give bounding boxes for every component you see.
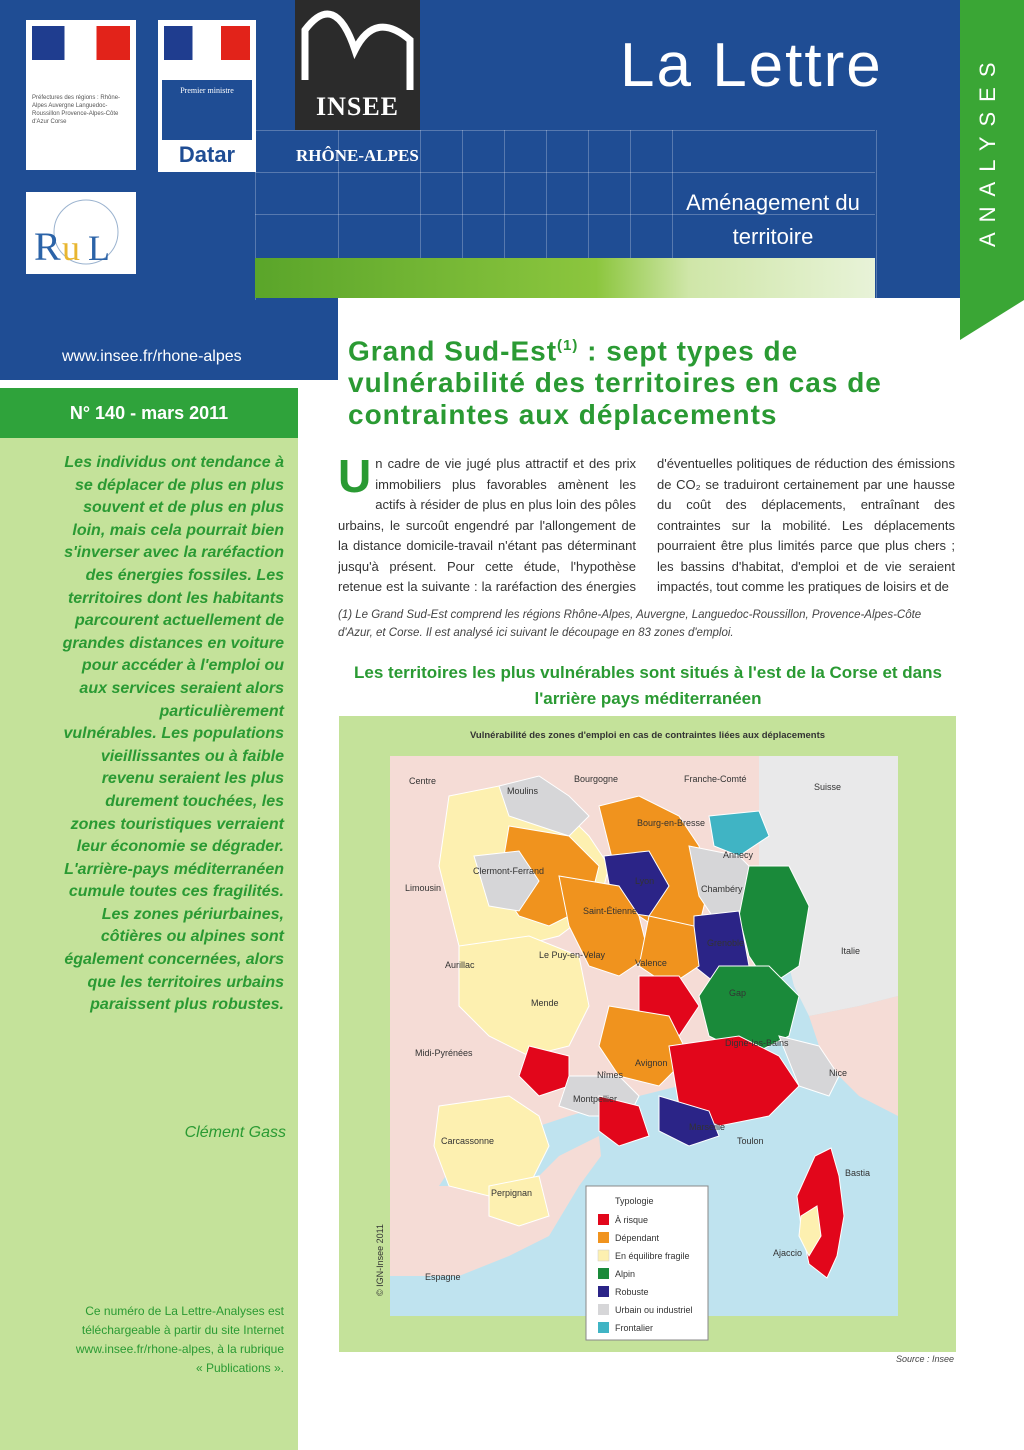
region-label: RHÔNE-ALPES [296, 146, 419, 165]
issue-number: N° 140 - mars 2011 [0, 388, 298, 438]
legend-label: Dépendant [615, 1233, 660, 1243]
legend-swatch [598, 1322, 609, 1333]
body-text-1: n cadre de vie jugé plus attractif et des prix immobiliers plus favorables amènent les actifs à résider de plus en plus loin des pôles urbains, le surcoût engendré par l'allongement de la distance domicile-travail n'étant pas déterminant jusqu'à présent. Pour cette étude, l'hypothèse retenue est la suivante : la raréfaction des énergies [338, 456, 636, 594]
city-label: Nice [829, 1068, 848, 1078]
datar-wordmark: Datar [178, 142, 236, 167]
legend-label: Frontalier [615, 1323, 654, 1333]
legend-label: En équilibre fragile [615, 1251, 690, 1261]
rul-logo [26, 192, 136, 274]
map-title: Vulnérabilité des zones d'emploi en cas de contraintes liées aux déplacements [469, 730, 826, 741]
city-label: Avignon [635, 1058, 668, 1068]
map-source: Source : Insee [895, 1354, 954, 1364]
website-link[interactable]: www.insee.fr/rhone-alpes [62, 348, 242, 365]
series-label: ANALYSES [975, 52, 1000, 248]
legend-swatch [598, 1214, 609, 1225]
city-label: Bastia [845, 1168, 871, 1178]
legend-swatch [598, 1268, 609, 1279]
svg-text:L: L [88, 228, 110, 268]
title-footnote-ref: (1) [557, 337, 579, 354]
map-heading: Les territoires les plus vulnérables sont situés à l'est de la Corse et dans l'arrière pays méditerranéen [354, 663, 942, 708]
city-label: Saint-Étienne [583, 906, 638, 916]
city-label: Ajaccio [773, 1248, 803, 1258]
grid-line [876, 130, 877, 300]
publication-title: La Lettre [620, 31, 883, 100]
legend-label: Alpin [615, 1269, 636, 1279]
map-figure [339, 716, 956, 1352]
legend-title: Typologie [615, 1196, 654, 1206]
drop-cap: U [338, 454, 372, 502]
legend-swatch [598, 1304, 609, 1315]
neighbor-label: Centre [409, 776, 437, 786]
map-svg [339, 716, 956, 1352]
legend-swatch [598, 1286, 609, 1297]
neighbor-label: Franche-Comté [684, 774, 747, 784]
city-label: Aurillac [445, 960, 475, 970]
city-label: Digne-les-Bains [725, 1038, 789, 1048]
svg-text:R: R [34, 224, 61, 269]
insee-logo [295, 0, 420, 130]
map-legend [586, 1186, 708, 1340]
city-label: Bourg-en-Bresse [637, 818, 706, 828]
tricolor-flag-icon [164, 26, 250, 60]
summary-text: Les individus ont tendance à se déplacer de plus en plus souvent et de plus en plus loin, mais cela pourrait bien s'inverser avec la raréfaction des énergies fossiles. Les territoires dont les habitants parcourent actuellement de grandes distances en voiture pour accéder à l'emploi ou aux services seraient alors particulièrement vulnérables. Les populations vieillissantes ou à faible revenu seraient les plus durement touchées, les zones touristiques verraient leur économie se dégrader. L'arrière-pays méditerranéen cumule toutes ces fragilités. Les zones périurbaines, côtières ou alpines sont également concernées, alors que les territoires urbains paraissent plus robustes. [62, 454, 284, 1014]
svg-text:u: u [62, 228, 80, 268]
series-ribbon-tip [960, 300, 1024, 340]
author-name: Clément Gass [184, 1124, 286, 1141]
city-label: Lyon [635, 876, 655, 886]
city-label: Perpignan [491, 1188, 533, 1198]
insee-wordmark: INSEE [315, 92, 400, 121]
marianne-flag-icon [32, 26, 130, 60]
city-label: Le Puy-en-Velay [539, 950, 606, 960]
body-text-2: d'éventuelles politiques de réduction des émissions de CO₂ se traduiront certainement par une hausse du coût des déplacements, entraînant des contraintes sur la mobilité. Les déplacements pourraient être plus limités parce que plus chers ; les bassins d'habitat, d'emploi et de vie seraient impactés, tout comme les pratiques de loisirs et de [657, 456, 955, 594]
theme-label [670, 186, 876, 254]
legend-label: Urbain ou industriel [615, 1305, 693, 1315]
grid-line [255, 172, 875, 173]
rf-caption: Préfectures des régions : Rhône-Alpes Auvergne Languedoc-Roussillon Provence-Alpes-Côte d'Azur Corse [32, 95, 121, 125]
city-label: Clermont-Ferrand [473, 866, 545, 876]
city-label: Gap [729, 988, 747, 998]
insee-emblem-icon [295, 0, 420, 90]
copyright-note: © IGN-Insee 2011 [375, 1224, 385, 1296]
city-label: Moulins [507, 786, 539, 796]
legend-label: Robuste [615, 1287, 649, 1297]
city-label: Marseille [689, 1122, 726, 1132]
body-column-1 [338, 454, 636, 598]
grid-line [255, 130, 875, 131]
city-label: Chambéry [701, 884, 743, 894]
city-label: Valence [635, 958, 667, 968]
theme-line-1: Aménagement du [686, 190, 860, 215]
city-label: Grenoble [707, 938, 745, 948]
legend-label: À risque [615, 1215, 649, 1225]
title-part-1: Grand Sud-Est [348, 335, 558, 367]
city-label: Nîmes [597, 1070, 624, 1080]
neighbor-label: Suisse [814, 782, 842, 792]
decorative-band [255, 258, 875, 298]
neighbor-label: Midi-Pyrénées [415, 1048, 473, 1058]
neighbor-label: Limousin [405, 883, 442, 893]
republique-francaise-logo [26, 20, 136, 170]
article-title [348, 330, 948, 431]
datar-band [162, 80, 252, 140]
neighbor-label: Bourgogne [574, 774, 619, 784]
city-label: Mende [531, 998, 559, 1008]
neighbor-label: Italie [841, 946, 861, 956]
title-part-2: : sept types de vulnérabilité des territoires en cas de contraintes aux déplacements [348, 335, 882, 431]
neighbor-label: Espagne [425, 1272, 461, 1282]
datar-logo [158, 20, 256, 172]
rul-logo-icon [26, 192, 136, 274]
city-label: Annecy [723, 850, 754, 860]
city-label: Toulon [737, 1136, 764, 1146]
download-note: Ce numéro de La Lettre-Analyses est téléchargeable à partir du site Internet www.insee.fr/rhone-alpes, à la rubrique « Publications ». [75, 1304, 284, 1375]
datar-caption: Premier ministre [180, 86, 234, 95]
city-label: Carcassonne [441, 1136, 495, 1146]
legend-swatch [598, 1232, 609, 1243]
legend-swatch [598, 1250, 609, 1261]
body-column-2 [657, 454, 955, 598]
theme-line-2: territoire [732, 224, 814, 249]
footnote: (1) Le Grand Sud-Est comprend les régions Rhône-Alpes, Auvergne, Languedoc-Roussillon, Provence-Alpes-Côte d'Azur, et Corse. Il est analysé ici suivant le découpage en 83 zones d'emploi. [338, 609, 922, 639]
city-label: Montpellier [573, 1094, 618, 1104]
